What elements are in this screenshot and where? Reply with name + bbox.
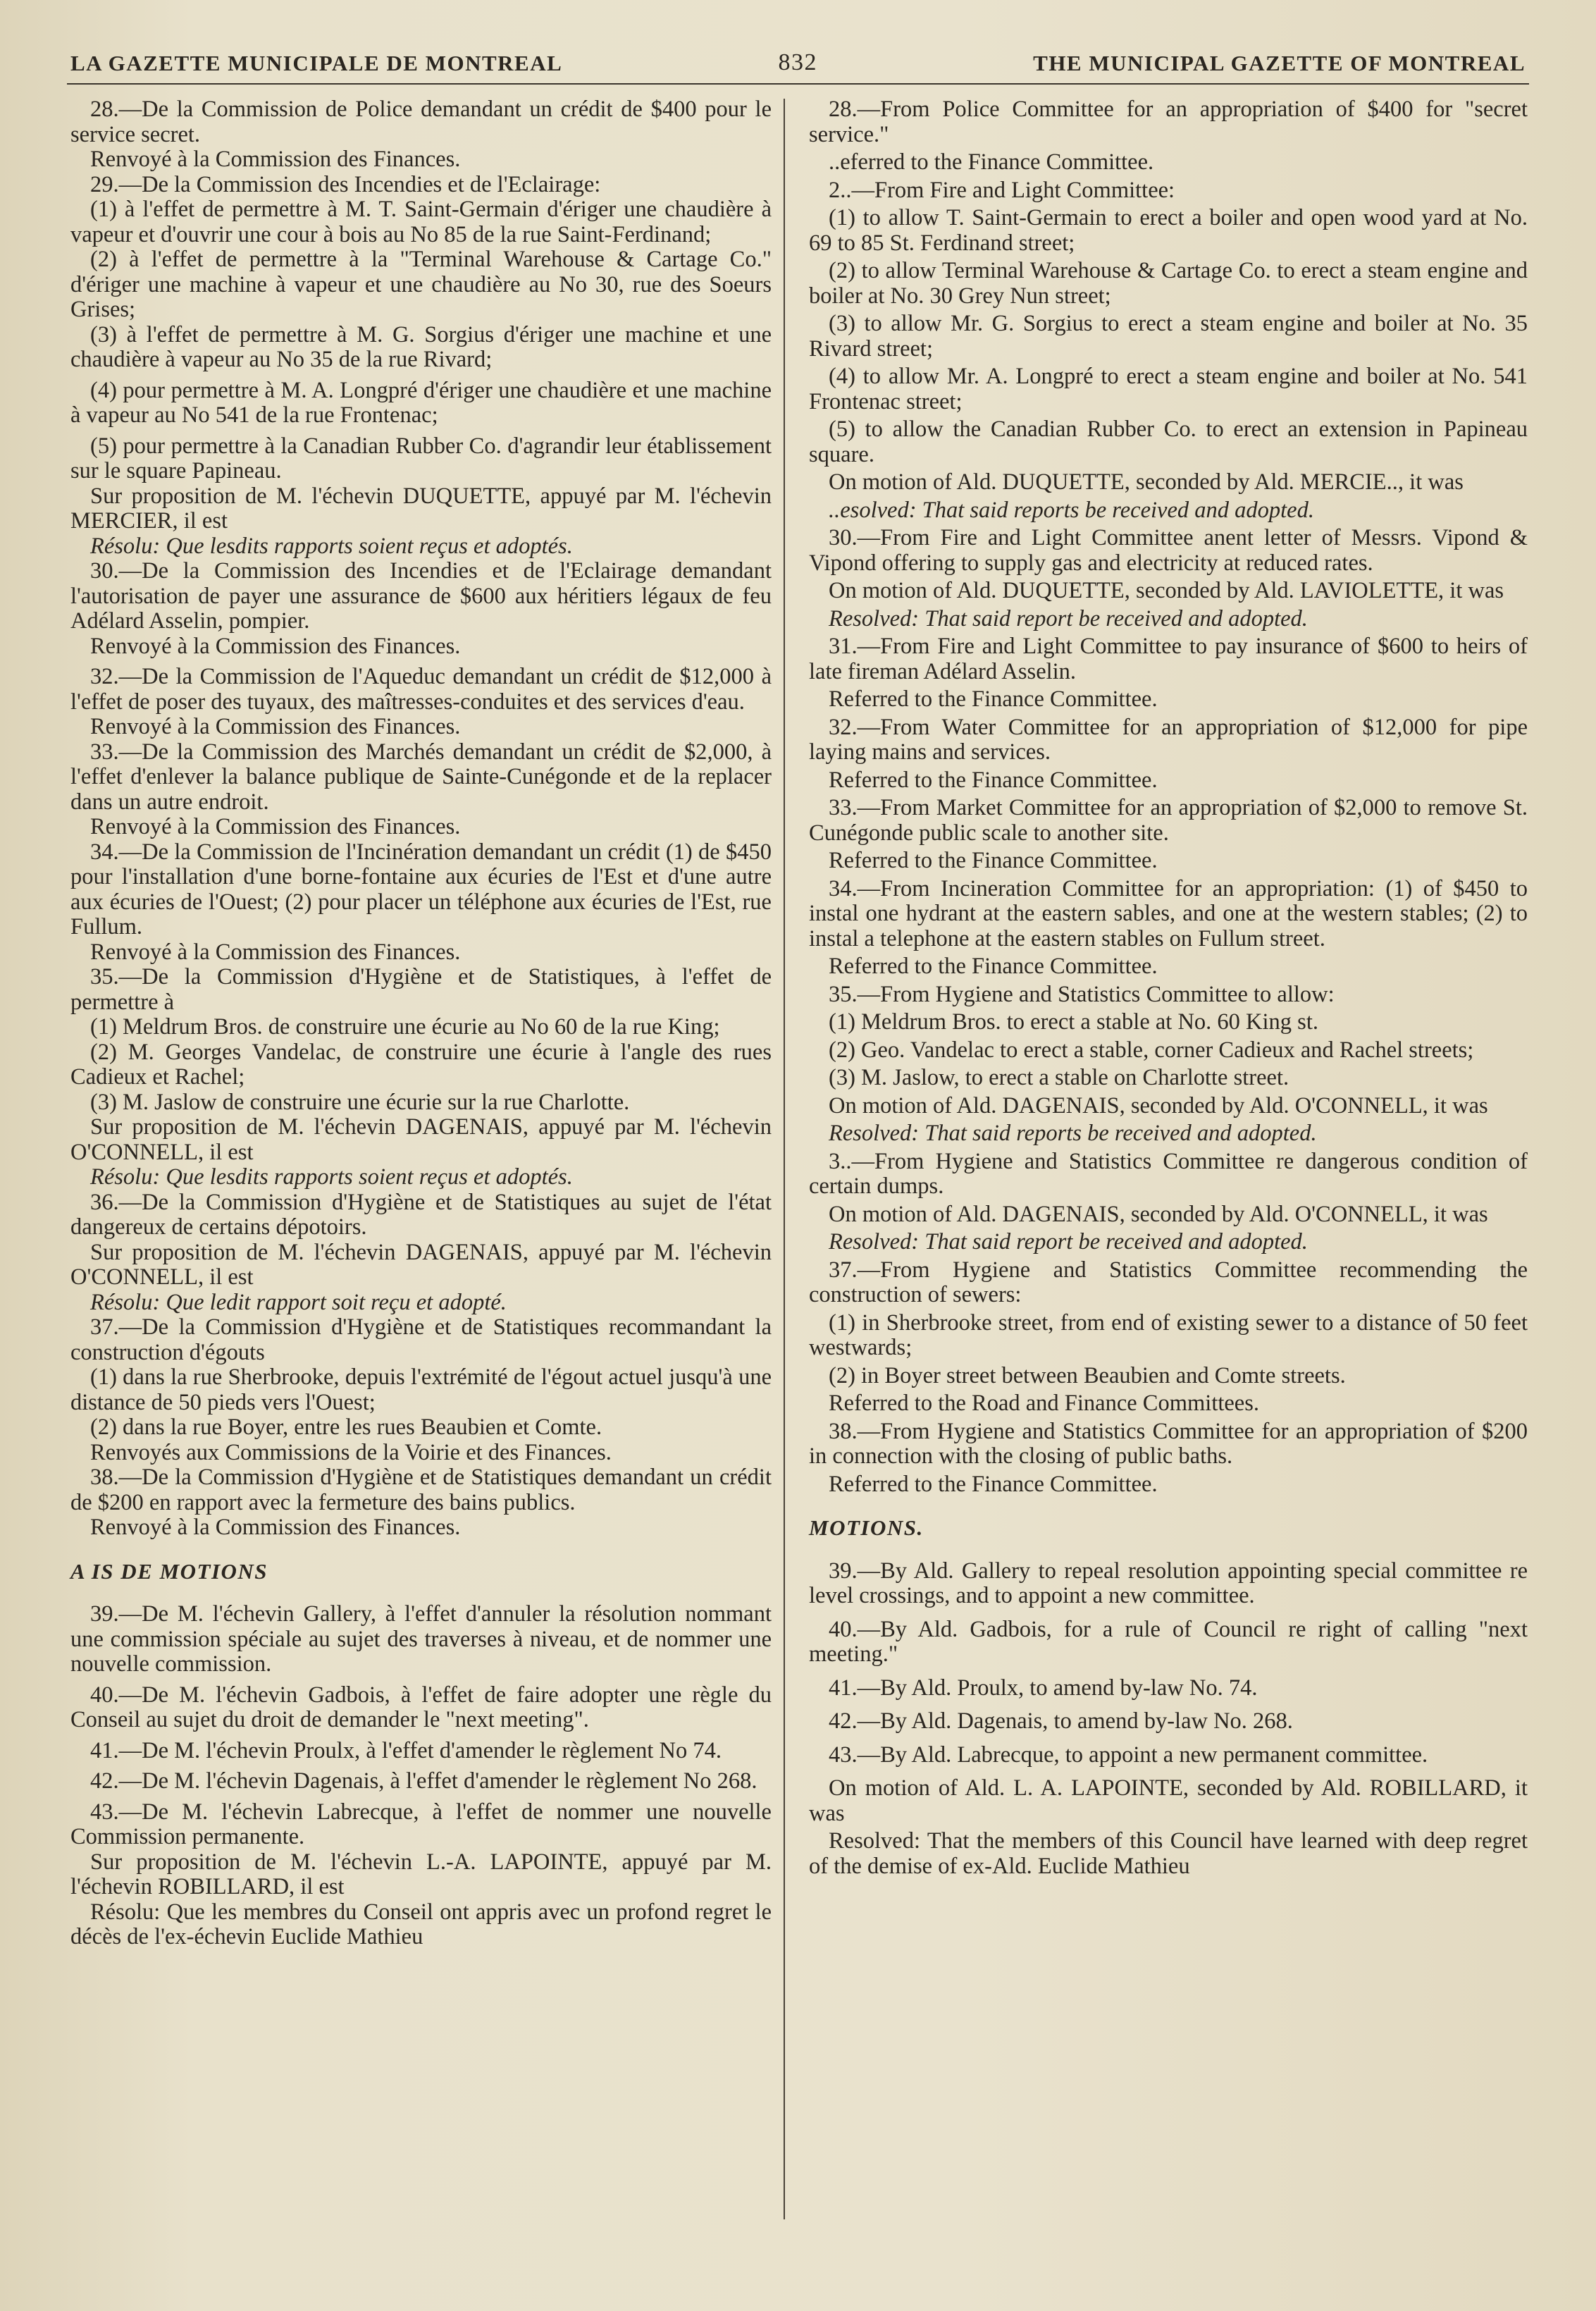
en-item-31: 31.—From Fire and Light Committee to pay insurance of $600 to heirs of late fireman Adélard Asselin. [809, 634, 1528, 684]
fr-subitem: (4) pour permettre à M. A. Longpré d'ériger une chaudière et une machine à vapeur au No 541 de la rue Frontenac; [70, 377, 772, 428]
en-motion: On motion of Ald. L. A. LAPOINTE, seconded by Ald. ROBILLARD, it was [809, 1775, 1528, 1826]
french-title: LA GAZETTE MUNICIPALE DE MONTREAL [70, 51, 563, 75]
fr-resolution: Résolu: Que lesdits rapports soient reçus et adoptés. [90, 533, 573, 559]
en-subitem: (1) in Sherbrooke street, from end of existing sewer to a distance of 50 feet westwards; [809, 1309, 1528, 1360]
en-referral: Referred to the Finance Committee. [829, 1471, 1158, 1497]
en-subitem: (3) M. Jaslow, to erect a stable on Charlotte street. [829, 1065, 1289, 1090]
fr-motion: Sur proposition de M. l'échevin DAGENAIS, appuyé par M. l'échevin O'CONNELL, il est [70, 1239, 772, 1290]
en-motion-40: 40.—By Ald. Gadbois, for a rule of Council re right of calling "next meeting." [809, 1616, 1528, 1667]
column-divider [784, 99, 785, 2219]
en-subitem: (2) in Boyer street between Beaubien and Comte streets. [829, 1362, 1346, 1388]
en-subitem: (2) to allow Terminal Warehouse & Cartage Co. to erect a steam engine and boiler at No. 30 Grey Nun street; [809, 258, 1528, 309]
en-item-36: 3..—From Hygiene and Statistics Committee re dangerous condition of certain dumps. [809, 1148, 1528, 1199]
fr-item-36: 36.—De la Commission d'Hygiène et de Statistiques au sujet de l'état dangereux de certains dépotoirs. [70, 1189, 772, 1240]
french-column [70, 97, 772, 1950]
fr-referral: Renvoyé à la Commission des Finances. [90, 633, 461, 659]
fr-subitem: (5) pour permettre à la Canadian Rubber Co. d'agrandir leur établissement sur le square Papineau. [70, 433, 772, 483]
en-item-34: 34.—From Incineration Committee for an appropriation: (1) of $450 to instal one hydrant at the eastern sables, and one at the western stables; (2) to instal a telephone at the eastern stables on Fullum street. [809, 875, 1528, 951]
fr-referral: Renvoyé à la Commission des Finances. [90, 1515, 461, 1540]
en-subitem: (1) Meldrum Bros. to erect a stable at No. 60 King st. [829, 1009, 1318, 1035]
fr-motion-41: 41.—De M. l'échevin Proulx, à l'effet d'amender le règlement No 74. [90, 1737, 722, 1763]
page-number: 832 [778, 49, 817, 75]
fr-subitem: (3) M. Jaslow de construire une écurie sur la rue Charlotte. [90, 1089, 630, 1115]
fr-referral: Renvoyé à la Commission des Finances. [90, 814, 461, 839]
en-subitem: (3) to allow Mr. G. Sorgius to erect a steam engine and boiler at No. 35 Rivard street; [809, 311, 1528, 362]
en-item-37: 37.—From Hygiene and Statistics Committee recommending the construction of sewers: [809, 1257, 1528, 1307]
fr-subitem: (3) à l'effet de permettre à M. G. Sorgius d'ériger une machine et une chaudière à vapeur au No 35 de la rue Rivard; [70, 321, 772, 372]
en-motion-42: 42.—By Ald. Dagenais, to amend by-law No. 268. [829, 1708, 1293, 1734]
fr-resolution: Résolu: Que les membres du Conseil ont appris avec un profond regret le décès de l'ex-échevin Euclide Mathieu [70, 1899, 772, 1949]
en-motion-41: 41.—By Ald. Proulx, to amend by-law No. 74. [829, 1675, 1258, 1701]
en-referral: Referred to the Finance Committee. [829, 954, 1158, 979]
en-motion: On motion of Ald. DAGENAIS, seconded by Ald. O'CONNELL, it was [829, 1201, 1488, 1227]
en-subitem: (1) to allow T. Saint-Germain to erect a boiler and open wood yard at No. 69 to 85 St. Ferdinand street; [809, 205, 1528, 256]
page-header [70, 34, 1526, 76]
en-section-heading: MOTIONS. [809, 1515, 924, 1540]
fr-item-30: 30.—De la Commission des Incendies et de l'Eclairage demandant l'autorisation de payer une assurance de $600 aux héritiers légaux de feu Adélard Asselin, pompier. [70, 558, 772, 634]
en-motion-39: 39.—By Ald. Gallery to repeal resolution appointing special committee re level crossings, and to appoint a new committee. [809, 1558, 1528, 1608]
fr-item-34: 34.—De la Commission de l'Incinération demandant un crédit (1) de $450 pour l'installation d'une borne-fontaine aux écuries de l'Est et d'une autre aux écuries de l'Ouest; (2) pour placer un téléphone aux écuries de l'Est, rue Fullum. [70, 839, 772, 939]
fr-motion: Sur proposition de M. l'échevin DAGENAIS, appuyé par M. l'échevin O'CONNELL, il est [70, 1114, 772, 1165]
en-item-33: 33.—From Market Committee for an appropriation of $2,000 to remove St. Cunégonde public scale to another site. [809, 795, 1528, 846]
en-referral: Referred to the Finance Committee. [829, 686, 1158, 712]
en-subitem: (5) to allow the Canadian Rubber Co. to erect an extension in Papineau square. [809, 417, 1528, 467]
en-resolution: ..esolved: That said reports be received and adopted. [829, 497, 1314, 523]
fr-item-33: 33.—De la Commission des Marchés demandant un crédit de $2,000, à l'effet d'enlever la balance publique de Sainte-Cunégonde et de la replacer dans un autre endroit. [70, 739, 772, 815]
fr-referral: Renvoyé à la Commission des Finances. [90, 147, 461, 172]
en-item-38: 38.—From Hygiene and Statistics Committee for an appropriation of $200 in connection with the closing of public baths. [809, 1418, 1528, 1469]
english-column [809, 97, 1528, 1882]
en-resolution: Resolved: That said report be received and adopted. [829, 605, 1308, 631]
fr-item-28: 28.—De la Commission de Police demandant un crédit de $400 pour le service secret. [70, 97, 772, 147]
fr-subitem: (2) M. Georges Vandelac, de construire une écurie à l'angle des rues Cadieux et Rachel; [70, 1039, 772, 1090]
en-item-35: 35.—From Hygiene and Statistics Committee to allow: [829, 981, 1335, 1007]
fr-resolution: Résolu: Que ledit rapport soit reçu et adopté. [90, 1289, 507, 1315]
fr-subitem: (2) dans la rue Boyer, entre les rues Beaubien et Comte. [90, 1415, 602, 1440]
en-subitem: (2) Geo. Vandelac to erect a stable, corner Cadieux and Rachel streets; [829, 1037, 1474, 1063]
fr-motion-39: 39.—De M. l'échevin Gallery, à l'effet d'annuler la résolution nommant une commission spéciale au sujet des traverses à niveau, et de nommer une nouvelle commission. [70, 1601, 772, 1677]
fr-subitem: (1) Meldrum Bros. de construire une écurie au No 60 de la rue King; [90, 1014, 720, 1040]
fr-referral: Renvoyés aux Commissions de la Voirie et des Finances. [90, 1439, 612, 1465]
en-motion: On motion of Ald. DAGENAIS, seconded by Ald. O'CONNELL, it was [829, 1092, 1488, 1118]
en-resolution: Resolved: That said report be received and adopted. [829, 1229, 1308, 1255]
fr-motion-40: 40.—De M. l'échevin Gadbois, à l'effet de faire adopter une règle du Conseil au sujet du droit de demander le "next meeting". [70, 1682, 772, 1732]
en-item-28: 28.—From Police Committee for an appropriation of $400 for "secret service." [809, 97, 1528, 147]
en-subitem: (4) to allow Mr. A. Longpré to erect a steam engine and boiler at No. 541 Frontenac street; [809, 364, 1528, 414]
en-resolution: Resolved: That said reports be received and adopted. [829, 1121, 1317, 1146]
fr-item-37: 37.—De la Commission d'Hygiène et de Statistiques recommandant la construction d'égouts [70, 1314, 772, 1365]
fr-item-38: 38.—De la Commission d'Hygiène et de Statistiques demandant un crédit de $200 en rapport avec la fermeture des bains publics. [70, 1465, 772, 1515]
en-item-29: 2..—From Fire and Light Committee: [829, 177, 1175, 203]
en-motion: On motion of Ald. DUQUETTE, seconded by Ald. MERCIE.., it was [829, 469, 1464, 495]
fr-referral: Renvoyé à la Commission des Finances. [90, 714, 461, 739]
fr-item-29: 29.—De la Commission des Incendies et de l'Eclairage: [90, 171, 601, 197]
en-item-30: 30.—From Fire and Light Committee anent letter of Messrs. Vipond & Vipond offering to supply gas and electricity at reduced rates. [809, 525, 1528, 576]
en-motion: On motion of Ald. DUQUETTE, seconded by Ald. LAVIOLETTE, it was [829, 578, 1504, 603]
fr-referral: Renvoyé à la Commission des Finances. [90, 939, 461, 965]
header-rule [67, 83, 1529, 85]
en-resolution: Resolved: That the members of this Council have learned with deep regret of the demise of ex-Ald. Euclide Mathieu [809, 1828, 1528, 1879]
fr-motion-43: 43.—De M. l'échevin Labrecque, à l'effet de nommer une nouvelle Commission permanente. [70, 1799, 772, 1849]
fr-subitem: (1) à l'effet de permettre à M. T. Saint-Germain d'ériger une chaudière à vapeur et d'ouvrir une cour à bois au No 85 de la rue Saint-Ferdinand; [70, 197, 772, 247]
fr-subitem: (2) à l'effet de permettre à la "Terminal Warehouse & Cartage Co." d'ériger une machine à vapeur et une chaudière au No 30, rue des Soeurs Grises; [70, 247, 772, 322]
en-referral: Referred to the Road and Finance Committees. [829, 1391, 1260, 1416]
fr-item-35: 35.—De la Commission d'Hygiène et de Statistiques, à l'effet de permettre à [70, 964, 772, 1015]
fr-resolution: Résolu: Que lesdits rapports soient reçus et adoptés. [90, 1164, 573, 1190]
en-referral: Referred to the Finance Committee. [829, 848, 1158, 873]
en-motion-43: 43.—By Ald. Labrecque, to appoint a new permanent committee. [829, 1742, 1428, 1768]
en-referral: Referred to the Finance Committee. [829, 767, 1158, 793]
fr-motion: Sur proposition de M. l'échevin L.-A. LAPOINTE, appuyé par M. l'échevin ROBILLARD, il est [70, 1849, 772, 1899]
en-referral: ..eferred to the Finance Committee. [829, 149, 1154, 175]
fr-subitem: (1) dans la rue Sherbrooke, depuis l'extrémité de l'égout actuel jusqu'à une distance de 50 pieds vers l'Ouest; [70, 1364, 772, 1415]
fr-section-heading: A IS DE MOTIONS [70, 1558, 268, 1584]
fr-motion: Sur proposition de M. l'échevin DUQUETTE, appuyé par M. l'échevin MERCIER, il est [70, 483, 772, 534]
fr-item-32: 32.—De la Commission de l'Aqueduc demandant un crédit de $12,000 à l'effet de poser des tuyaux, des maîtresses-conduites et des services d'eau. [70, 664, 772, 715]
en-item-32: 32.—From Water Committee for an appropriation of $12,000 for pipe laying mains and services. [809, 714, 1528, 765]
english-title: THE MUNICIPAL GAZETTE OF MONTREAL [1033, 51, 1526, 75]
fr-motion-42: 42.—De M. l'échevin Dagenais, à l'effet d'amender le règlement No 268. [90, 1768, 757, 1794]
